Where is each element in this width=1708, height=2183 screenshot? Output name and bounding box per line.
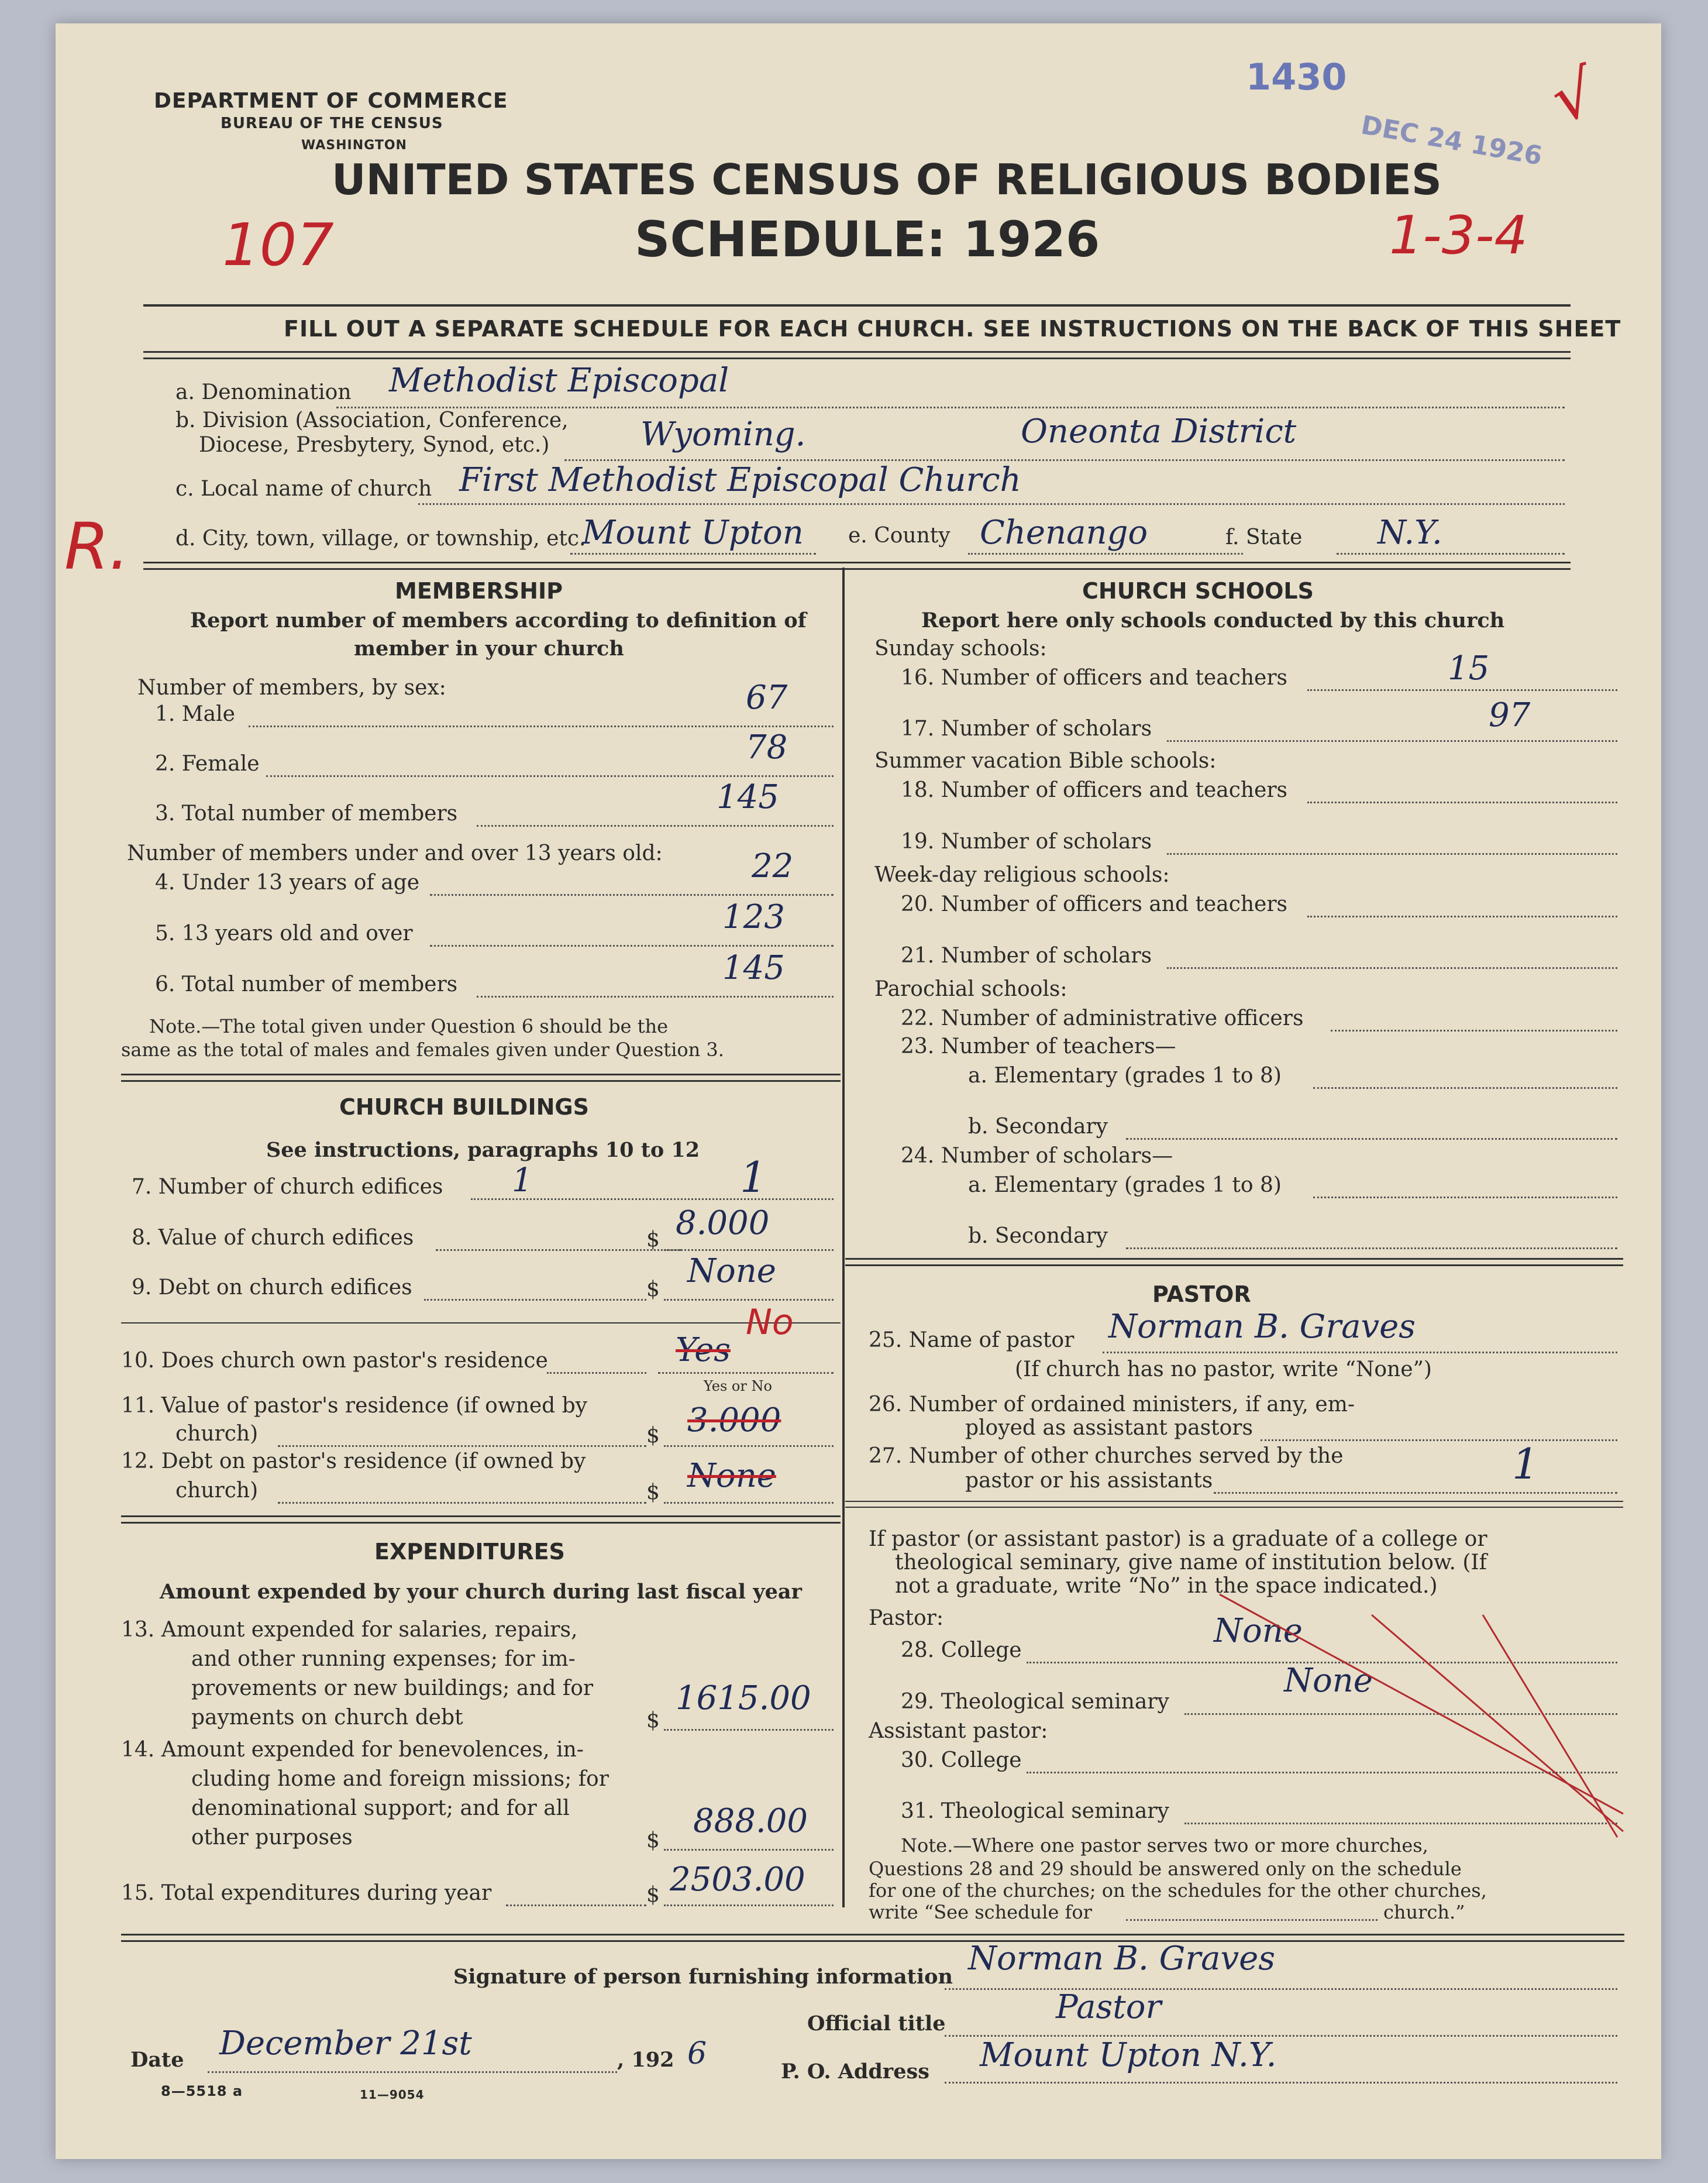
q8-value: 8.000 (676, 1204, 770, 1242)
q14-line-4: other purposes (191, 1826, 353, 1849)
membership-note: Note.—The total given under Question 6 should be the (149, 1015, 669, 1037)
q13-dollar: $ (646, 1708, 660, 1732)
q14-line-1: 14. Amount expended for benevolences, in- (121, 1738, 584, 1762)
q15-label: 15. Total expenditures during year (121, 1881, 492, 1905)
pastor-heading: PASTOR (1152, 1281, 1251, 1307)
department-name: DEPARTMENT OF COMMERCE (154, 89, 508, 113)
q10-hint: Yes or No (704, 1378, 772, 1394)
membership-intro: Report number of members according to definition of (190, 609, 807, 632)
q27-label: 27. Number of other churches served by the (869, 1444, 1344, 1468)
red-annotation-code: 1-3-4 (1389, 205, 1528, 266)
q10-correction: No (746, 1302, 794, 1343)
division-label: b. Division (Association, Conference, (175, 408, 569, 432)
q25-hint: (If church has no pastor, write “None”) (1015, 1357, 1432, 1381)
pastor-note-3: for one of the churches; on the schedules for the other churches, (869, 1879, 1487, 1902)
signature-value: Norman B. Graves (968, 1940, 1275, 1978)
q9-dollar: $ (646, 1277, 660, 1301)
summer-schools-label: Summer vacation Bible schools: (874, 749, 1217, 773)
q23a-label: a. Elementary (grades 1 to 8) (968, 1064, 1282, 1088)
q13-line-1: 13. Amount expended for salaries, repairs, (121, 1618, 578, 1642)
bureau-city: WASHINGTON (301, 138, 407, 153)
q30-label: 30. College (901, 1748, 1022, 1772)
q15-value: 2503.00 (670, 1861, 805, 1899)
q6-total-value: 145 (722, 949, 785, 987)
q6-label: 6. Total number of members (155, 972, 458, 996)
membership-heading: MEMBERSHIP (395, 578, 563, 604)
date-value: December 21st (219, 2024, 472, 2062)
q26-label-2: ployed as assistant pastors (965, 1416, 1253, 1440)
q28-college-value: None (1214, 1612, 1303, 1650)
sunday-schools-label: Sunday schools: (874, 637, 1047, 661)
pastor-note: Note.—Where one pastor serves two or more churches, (901, 1834, 1428, 1857)
expenditures-heading: EXPENDITURES (374, 1539, 565, 1565)
official-title-value: Pastor (1056, 1988, 1162, 2026)
state-label: f. State (1225, 525, 1303, 549)
membership-note-2: same as the total of males and females given under Question 3. (121, 1039, 724, 1061)
q23-label: 23. Number of teachers— (901, 1034, 1176, 1058)
parochial-schools-label: Parochial schools: (874, 977, 1068, 1001)
q11-dollar: $ (646, 1424, 660, 1448)
q29-label: 29. Theological seminary (901, 1690, 1169, 1714)
q31-label: 31. Theological seminary (901, 1799, 1169, 1823)
q1-male-value: 67 (746, 679, 788, 717)
q2-female-value: 78 (746, 728, 788, 766)
q27-value: 1 (1512, 1439, 1539, 1488)
q11-value-struck: 3.000 (687, 1401, 781, 1439)
pastor-note-4: write “See schedule for (869, 1901, 1092, 1923)
signature-label: Signature of person furnishing information (453, 1965, 953, 1989)
pastor-note-2: Questions 28 and 29 should be answered only on the schedule (869, 1858, 1462, 1880)
district-value: Oneonta District (1021, 412, 1297, 451)
q11-label-2: church) (175, 1422, 259, 1446)
check-mark: √ (1544, 54, 1603, 137)
q12-value-struck: None (687, 1457, 776, 1495)
received-number-stamp: 1430 (1246, 56, 1347, 98)
q25-label: 25. Name of pastor (869, 1328, 1075, 1352)
q13-line-4: payments on church debt (191, 1706, 463, 1730)
schedule-year: SCHEDULE: 1926 (635, 211, 1100, 268)
denomination-label: a. Denomination (175, 380, 352, 404)
q29-seminary-value: None (1284, 1662, 1373, 1700)
q20-label: 20. Number of officers and teachers (901, 892, 1288, 916)
q15-dollar: $ (646, 1883, 660, 1907)
buildings-intro: See instructions, paragraphs 10 to 12 (266, 1138, 700, 1162)
instruction-banner: FILL OUT A SEPARATE SCHEDULE FOR EACH CHURCH. SEE INSTRUCTIONS ON THE BACK OF THIS SHEET (284, 316, 1621, 342)
form-number: 8—5518 a (161, 2083, 243, 2099)
county-label: e. County (848, 524, 951, 548)
q17-label: 17. Number of scholars (901, 717, 1152, 741)
q26-label: 26. Number of ordained ministers, if any, em- (869, 1393, 1355, 1417)
county-value: Chenango (980, 514, 1148, 552)
q3-total-value: 145 (717, 778, 779, 816)
q7-edifices-value-repeat: 1 (740, 1153, 767, 1202)
q8-label: 8. Value of church edifices (132, 1226, 414, 1250)
po-address-label: P. O. Address (781, 2060, 929, 2084)
q12-label-2: church) (175, 1479, 259, 1503)
schools-heading: CHURCH SCHOOLS (1082, 578, 1314, 604)
q12-dollar: $ (646, 1480, 660, 1504)
q19-label: 19. Number of scholars (901, 830, 1152, 854)
q7-edifices-value: 1 (512, 1161, 533, 1199)
denomination-value: Methodist Episcopal (389, 362, 729, 400)
q14-dollar: $ (646, 1828, 660, 1852)
q5-over13-value: 123 (722, 898, 785, 936)
q18-label: 18. Number of officers and teachers (901, 778, 1288, 802)
q23b-label: b. Secondary (968, 1115, 1108, 1139)
official-title-label: Official title (807, 2012, 946, 2036)
q17-value: 97 (1489, 696, 1531, 734)
graduate-instructions: If pastor (or assistant pastor) is a graduate of a college or (869, 1527, 1487, 1551)
date-year-label: , 192 (617, 2048, 674, 2072)
print-number: 11—9054 (360, 2088, 425, 2102)
q27-label-2: pastor or his assistants (965, 1469, 1213, 1493)
expenditures-intro: Amount expended by your church during last fiscal year (160, 1580, 802, 1604)
q16-label: 16. Number of officers and teachers (901, 666, 1288, 690)
date-label: Date (130, 2048, 184, 2072)
q13-line-2: and other running expenses; for im- (191, 1647, 576, 1671)
q24a-label: a. Elementary (grades 1 to 8) (968, 1173, 1282, 1197)
q24b-label: b. Secondary (968, 1224, 1108, 1248)
q10-value-struck: Yes (676, 1331, 731, 1369)
q22-label: 22. Number of administrative officers (901, 1006, 1304, 1030)
census-schedule-sheet (56, 23, 1661, 2159)
q4-under13-value: 22 (752, 847, 794, 885)
q14-line-3: denominational support; and for all (191, 1796, 570, 1820)
red-annotation-r: R. (64, 509, 130, 584)
weekday-schools-label: Week-day religious schools: (874, 863, 1170, 887)
q2-label: 2. Female (155, 752, 260, 776)
red-annotation-107: 107 (222, 211, 334, 279)
q5-label: 5. 13 years old and over (155, 922, 413, 946)
church-name-label: c. Local name of church (175, 477, 432, 501)
po-address-value: Mount Upton N.Y. (980, 2036, 1277, 2074)
form-title: UNITED STATES CENSUS OF RELIGIOUS BODIES (332, 155, 1442, 204)
membership-intro-2: member in your church (354, 637, 624, 661)
q9-label: 9. Debt on church edifices (132, 1276, 412, 1300)
q21-label: 21. Number of scholars (901, 944, 1152, 968)
buildings-heading: CHURCH BUILDINGS (339, 1094, 589, 1120)
q13-line-3: provements or new buildings; and for (191, 1676, 594, 1700)
q9-value: None (687, 1252, 776, 1290)
q28-label: 28. College (901, 1638, 1022, 1662)
age-intro-label: Number of members under and over 13 years old: (127, 841, 663, 865)
date-year-value: 6 (687, 2036, 707, 2071)
division-label-2: Diocese, Presbytery, Synod, etc.) (199, 433, 550, 457)
q12-label: 12. Debt on pastor's residence (if owned by (121, 1449, 586, 1473)
q11-label: 11. Value of pastor's residence (if owned by (121, 1394, 588, 1418)
q16-value: 15 (1448, 649, 1490, 687)
graduate-instructions-2: theological seminary, give name of institution below. (If (895, 1551, 1487, 1574)
q10-label: 10. Does church own pastor's residence (121, 1349, 548, 1373)
pastor-subheading: Pastor: (869, 1606, 944, 1630)
city-value: Mount Upton (582, 514, 804, 552)
q3-label: 3. Total number of members (155, 802, 458, 826)
q1-label: 1. Male (155, 702, 235, 726)
state-value: N.Y. (1378, 514, 1442, 552)
schools-intro: Report here only schools conducted by this church (921, 609, 1505, 632)
q13-value: 1615.00 (676, 1679, 811, 1717)
q25-pastor-name: Norman B. Graves (1108, 1308, 1416, 1346)
q14-value: 888.00 (693, 1802, 808, 1840)
division-value: Wyoming. (640, 415, 806, 453)
q14-line-2: cluding home and foreign missions; for (191, 1767, 609, 1791)
church-name-value: First Methodist Episcopal Church (459, 461, 1021, 499)
members-by-sex-label: Number of members, by sex: (137, 676, 446, 700)
received-date-stamp: DEC 24 1926 (1358, 110, 1545, 171)
q4-label: 4. Under 13 years of age (155, 871, 420, 895)
pastor-note-4-end: church.” (1383, 1901, 1465, 1923)
q8-dollar: $ (646, 1228, 660, 1252)
bureau-name: BUREAU OF THE CENSUS (221, 115, 443, 132)
assistant-subheading: Assistant pastor: (869, 1719, 1048, 1743)
q24-label: 24. Number of scholars— (901, 1144, 1173, 1168)
q7-label: 7. Number of church edifices (132, 1175, 443, 1199)
graduate-instructions-3: not a graduate, write “No” in the space indicated.) (895, 1574, 1438, 1598)
city-label: d. City, town, village, or township, etc. (175, 527, 586, 551)
